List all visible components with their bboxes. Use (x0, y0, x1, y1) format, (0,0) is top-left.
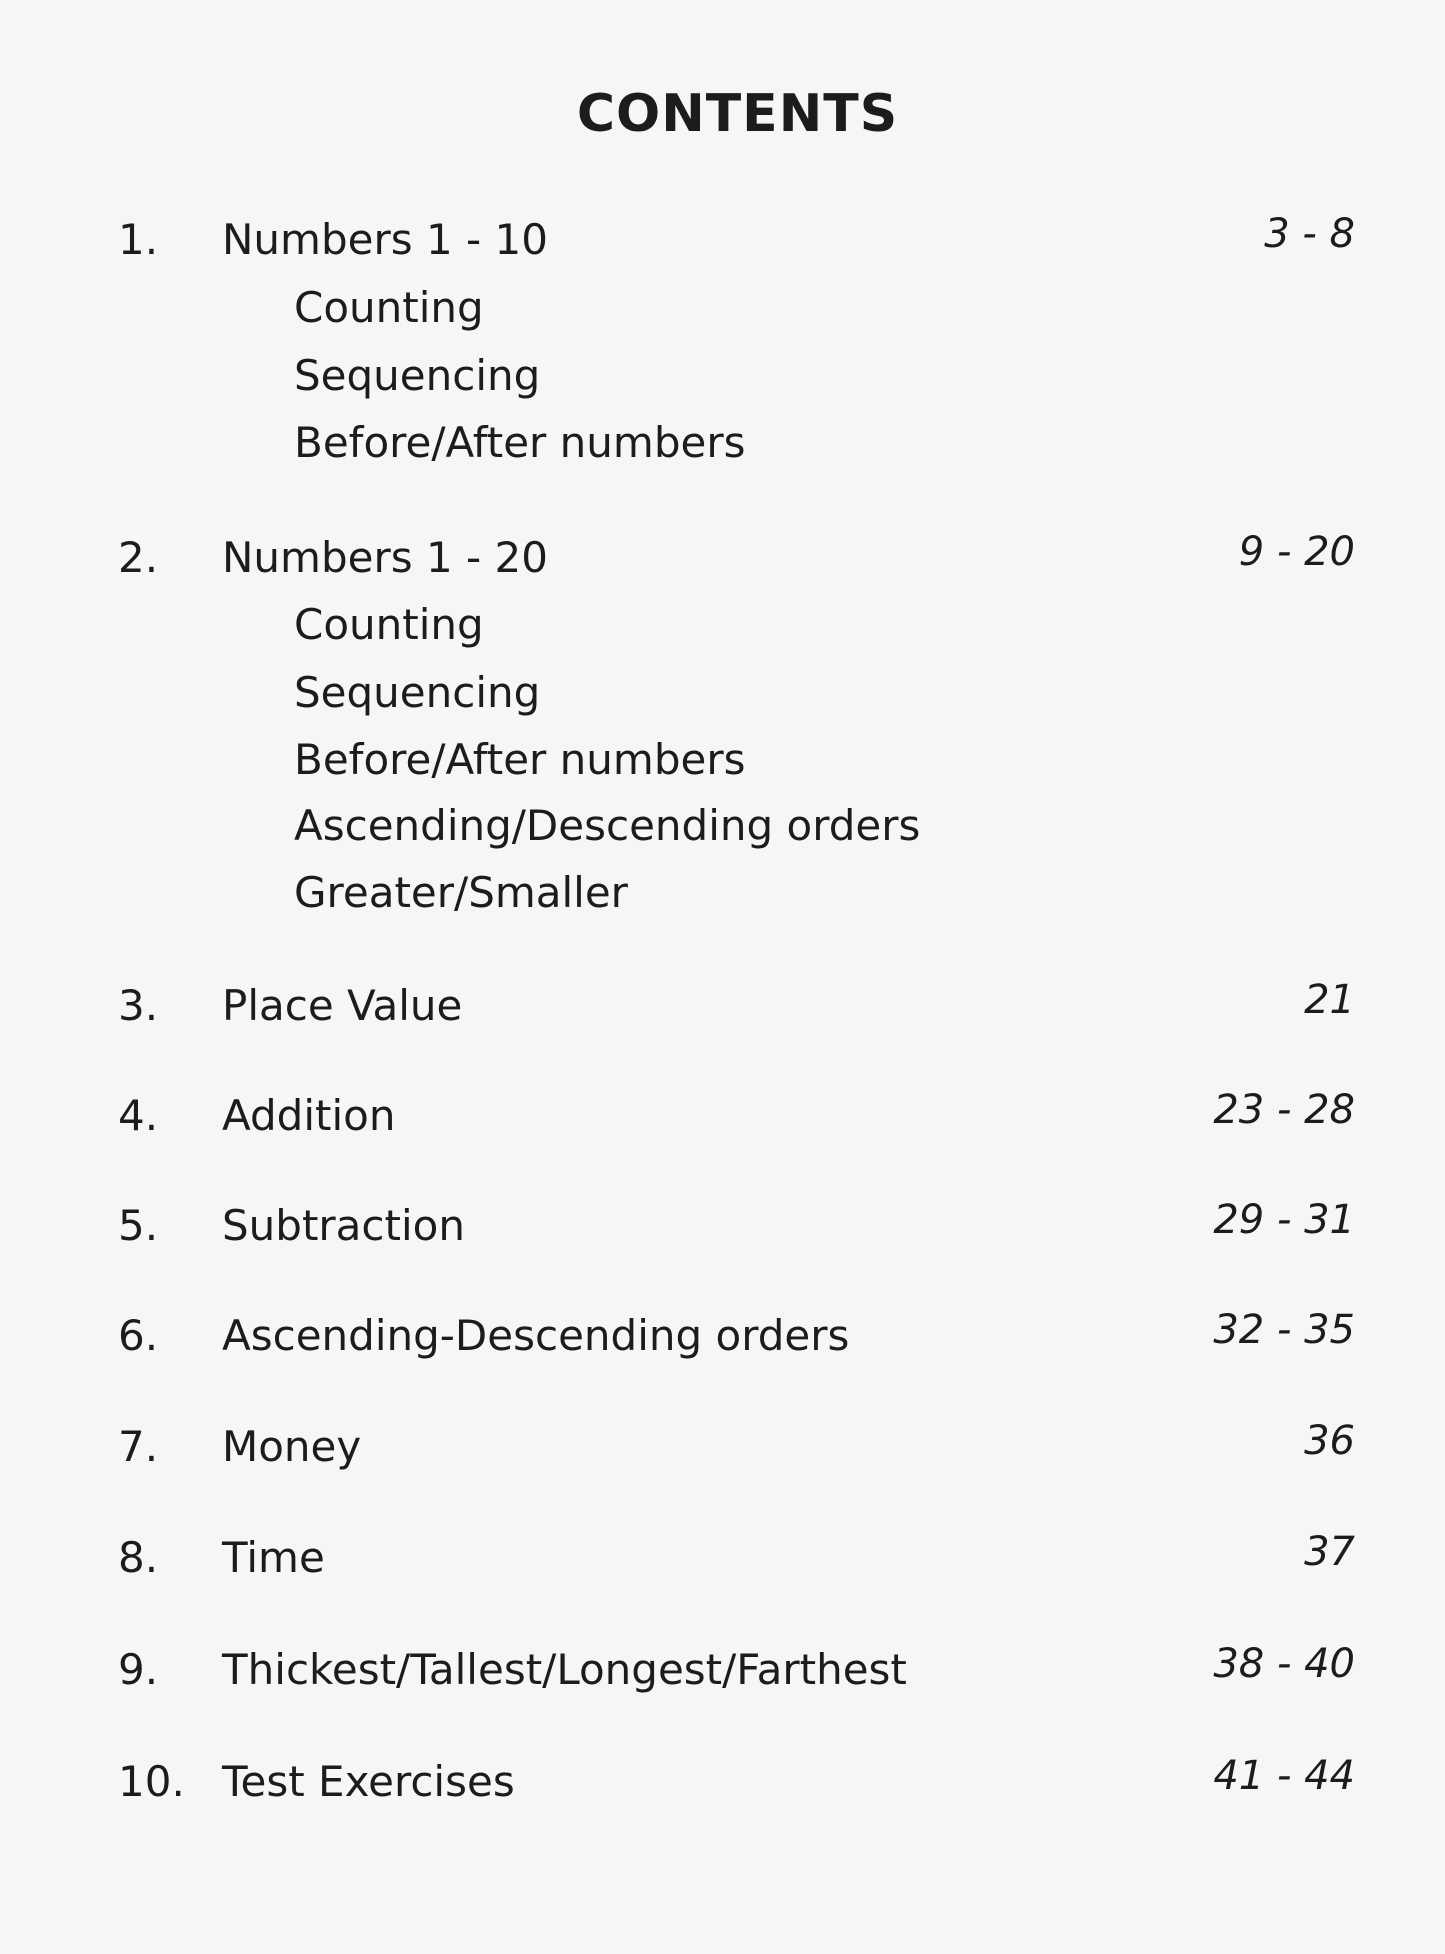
entry-number: 10. (118, 1757, 185, 1806)
entry-pages: 41 - 44 (1213, 1753, 1355, 1799)
entry-pages: 38 - 40 (1213, 1641, 1355, 1687)
page-title: CONTENTS (576, 84, 899, 144)
entry-label: Numbers 1 - 20 (222, 533, 548, 582)
entry-pages: 36 (1304, 1418, 1355, 1464)
entry-label: Numbers 1 - 10 (222, 215, 548, 264)
entry-number: 1. (118, 215, 159, 264)
entry-pages: 37 (1304, 1529, 1355, 1575)
entry-label: Addition (222, 1091, 396, 1140)
entry-label: Time (222, 1533, 325, 1582)
entry-number: 2. (118, 533, 159, 582)
entry-number: 5. (118, 1201, 159, 1250)
entry-subitem: Greater/Smaller (294, 868, 628, 917)
entry-label: Ascending-Descending orders (222, 1311, 850, 1360)
entry-pages: 32 - 35 (1213, 1307, 1355, 1353)
entry-label: Money (222, 1422, 362, 1471)
entry-label: Test Exercises (222, 1757, 515, 1806)
entry-number: 4. (118, 1091, 159, 1140)
entry-number: 6. (118, 1311, 159, 1360)
entry-subitem: Sequencing (294, 351, 541, 400)
entry-subitem: Before/After numbers (294, 418, 746, 467)
entry-label: Thickest/Tallest/Longest/Farthest (222, 1645, 907, 1694)
entry-pages: 29 - 31 (1213, 1197, 1355, 1243)
entry-subitem: Counting (294, 600, 484, 649)
entry-number: 9. (118, 1645, 159, 1694)
entry-pages: 21 (1304, 977, 1355, 1023)
entry-subitem: Before/After numbers (294, 735, 746, 784)
entry-label: Subtraction (222, 1201, 465, 1250)
entry-subitem: Counting (294, 283, 484, 332)
entry-label: Place Value (222, 981, 463, 1030)
entry-number: 8. (118, 1533, 159, 1582)
entry-pages: 9 - 20 (1238, 529, 1355, 575)
entry-number: 3. (118, 981, 159, 1030)
entry-subitem: Sequencing (294, 668, 541, 717)
entry-pages: 3 - 8 (1264, 211, 1355, 257)
entry-pages: 23 - 28 (1213, 1087, 1355, 1133)
entry-subitem: Ascending/Descending orders (294, 801, 921, 850)
entry-number: 7. (118, 1422, 159, 1471)
